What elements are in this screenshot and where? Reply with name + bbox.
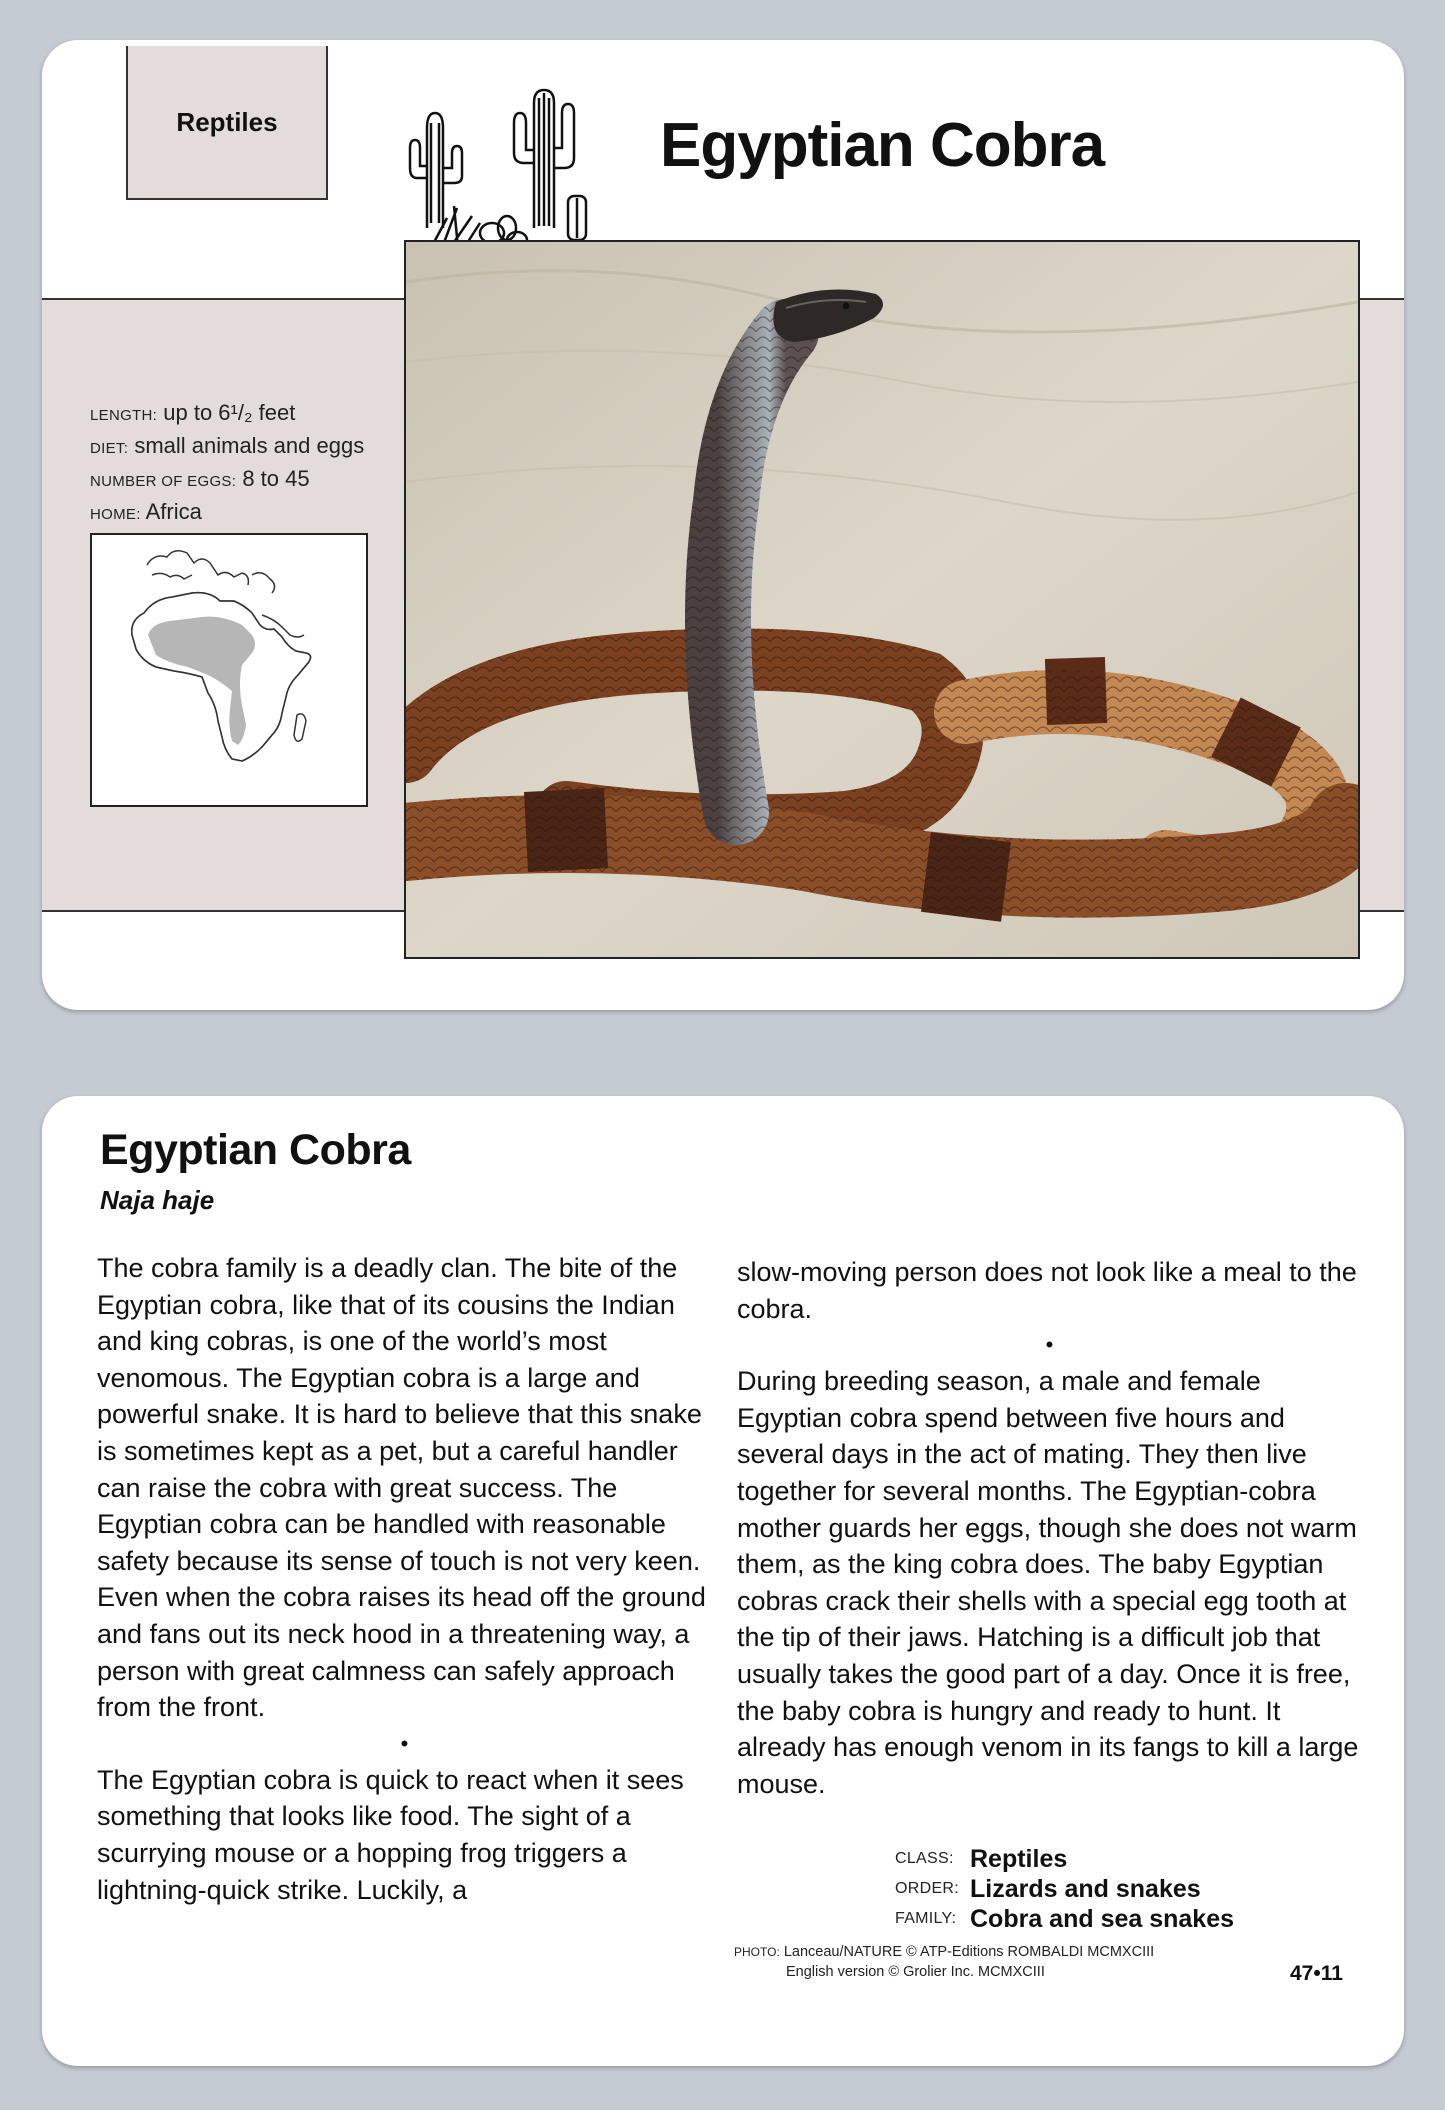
front-card bbox=[42, 40, 1404, 1010]
photo-credit bbox=[734, 1942, 1154, 1982]
back-card bbox=[42, 1096, 1404, 2066]
cobra-illustration bbox=[406, 242, 1358, 957]
egyptian-cobra-photo bbox=[404, 240, 1360, 959]
taxonomy-label: FAMILY: bbox=[895, 1910, 957, 1927]
taxonomy bbox=[895, 1844, 1234, 1934]
taxonomy-value: Cobra and sea snakes bbox=[970, 1905, 1235, 1933]
taxonomy-value: Lizards and snakes bbox=[970, 1875, 1201, 1903]
taxonomy-label: ORDER: bbox=[895, 1880, 960, 1897]
fact-label: LENGTH: bbox=[90, 407, 158, 424]
fact-eggs bbox=[90, 464, 410, 497]
scientific-name: Naja haje bbox=[100, 1185, 215, 1215]
fact-value: small animals and eggs bbox=[134, 433, 365, 458]
paragraph: The cobra family is a deadly clan. The bite of the Egyptian cobra, like that of its cousins the Indian and king cobras, is one of the world’s most venomous. The Egyptian cobra is a large and powerful snake. It is hard to believe that this snake is sometimes kept as a pet, but a careful handler can raise the cobra with great success. The Egyptian cobra can be handled with reasonable safety because its sense of touch is not very keen. Even when the cobra raises its head off the ground and fans out its neck hood in a threatening way, a person with great calmness can safely approach from the front. bbox=[97, 1253, 706, 1723]
taxonomy-family bbox=[895, 1904, 1234, 1934]
africa-range-map-icon bbox=[92, 535, 366, 805]
taxonomy-class bbox=[895, 1844, 1234, 1874]
fact-value: 8 to 45 bbox=[242, 466, 310, 491]
bullet-separator: • bbox=[400, 1730, 409, 1756]
front-title: Egyptian Cobra bbox=[660, 111, 1105, 180]
card-number: 47•11 bbox=[1290, 1962, 1343, 1985]
fact-label: NUMBER OF EGGS: bbox=[90, 473, 237, 490]
taxonomy-order bbox=[895, 1874, 1234, 1904]
text-column-left bbox=[97, 1250, 712, 1908]
fact-value: Africa bbox=[145, 499, 202, 524]
paragraph: During breeding season, a male and female Egyptian cobra spend between five hours and several days in the act of mating. They then live together for several months. The Egyptian-cobra mother guards her eggs, though she does not warm them, as the king cobra does. The baby Egyptian cobras crack their shells with a special egg tooth at the tip of their jaws. Hatching is a difficult job that usually takes the good part of a day. Once it is free, the baby cobra is hungry and ready to hunt. It already has enough venom in its fangs to kill a large mouse. bbox=[737, 1366, 1359, 1799]
facts-list bbox=[90, 398, 410, 530]
range-map bbox=[90, 533, 368, 807]
category-label: Reptiles bbox=[176, 106, 278, 137]
fact-label: DIET: bbox=[90, 440, 129, 457]
category-box bbox=[126, 46, 328, 200]
fact-value: up to 6¹/₂ feet bbox=[163, 400, 296, 425]
back-title: Egyptian Cobra bbox=[100, 1126, 411, 1174]
fact-diet bbox=[90, 431, 410, 464]
photo-credit-line2: English version © Grolier Inc. MCMXCIII bbox=[786, 1964, 1045, 1980]
fact-label: HOME: bbox=[90, 506, 141, 523]
taxonomy-value: Reptiles bbox=[970, 1845, 1068, 1873]
paragraph: slow-moving person does not look like a meal to the cobra. bbox=[737, 1257, 1357, 1324]
photo-credit-line1: Lanceau/NATURE © ATP-Editions ROMBALDI MCMXCIII bbox=[783, 1944, 1155, 1960]
fact-home bbox=[90, 497, 410, 530]
bullet-separator: • bbox=[1045, 1332, 1054, 1358]
photo-credit-label: PHOTO: bbox=[734, 1945, 780, 1959]
text-column-right bbox=[737, 1254, 1362, 1802]
fact-length bbox=[90, 398, 410, 431]
paragraph: The Egyptian cobra is quick to react when it sees something that looks like food. The sight of a scurrying mouse or a hopping frog triggers a lightning-quick strike. Luckily, a bbox=[97, 1764, 684, 1905]
taxonomy-label: CLASS: bbox=[895, 1850, 954, 1867]
